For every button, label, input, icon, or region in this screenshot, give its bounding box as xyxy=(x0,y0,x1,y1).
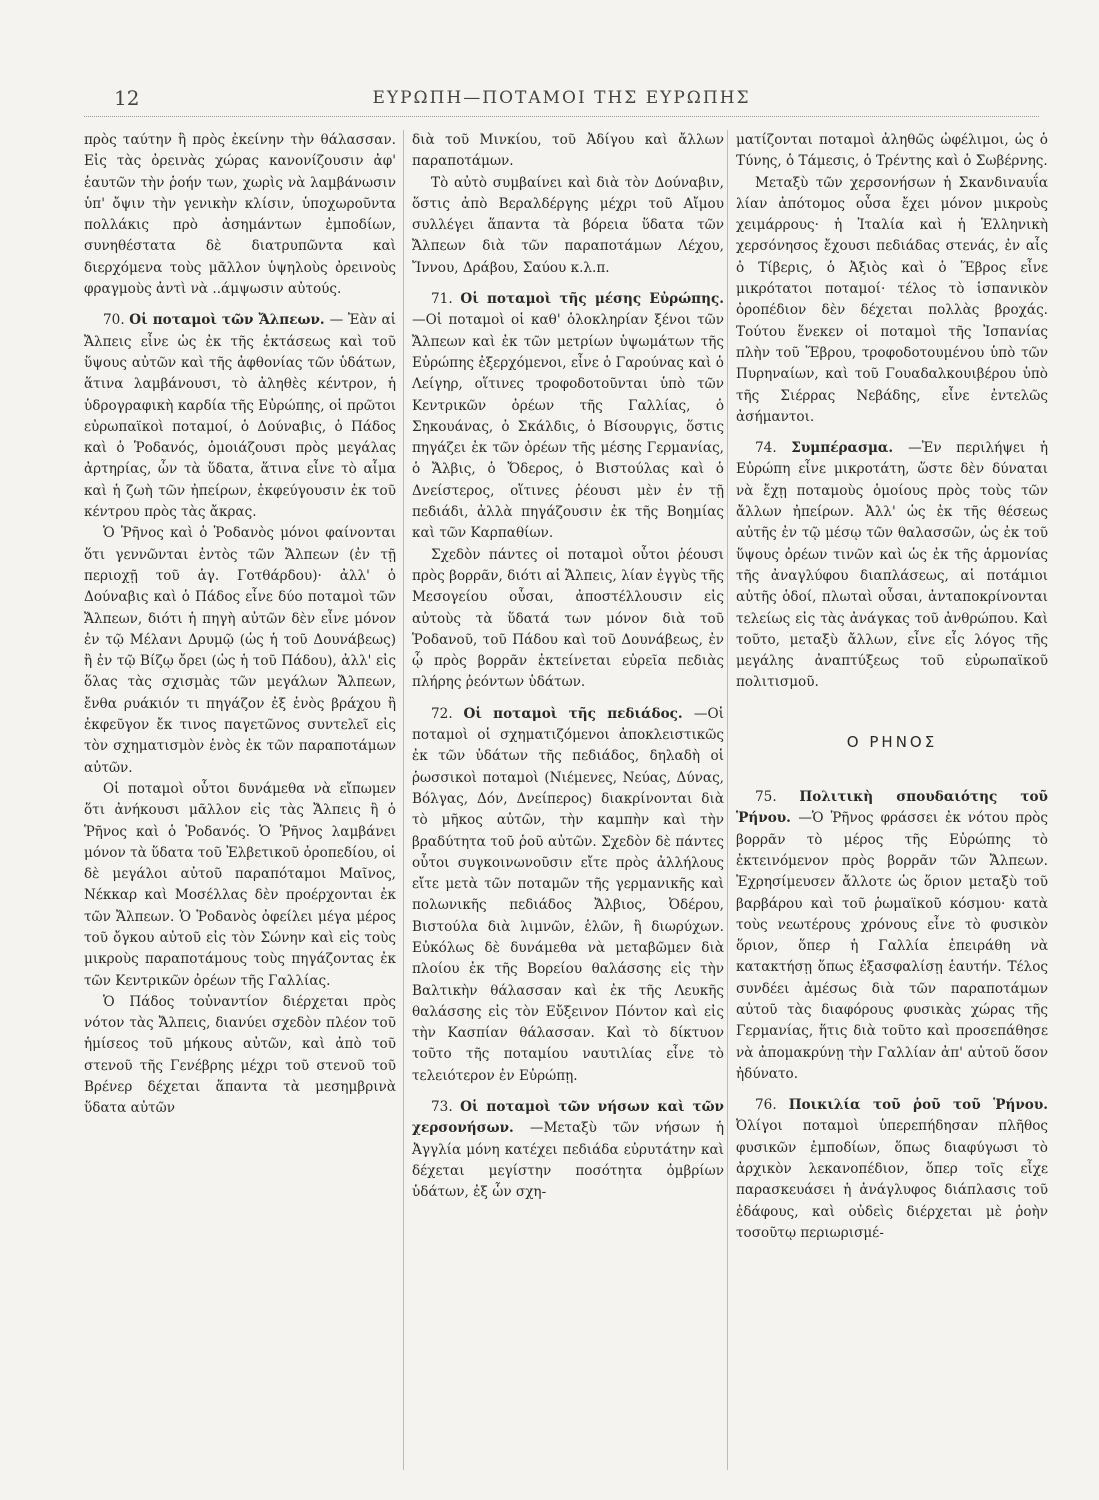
section-70 xyxy=(84,310,396,523)
paragraph: Σχεδὸν πάντες οἱ ποταμοὶ οὗτοι ῥέουσι πρὸς βορρᾶν, διότι αἱ Ἄλπεις, λίαν ἐγγὺς τῆς Μεσογείου οὖσαι, ἀποστέλλουσιν εἰς αὐτοὺς τὰ ὕδατά των μόνον διὰ τοῦ Ῥοδανοῦ, τοῦ Πάδου καὶ τοῦ Δουνάβεως, ἐν ᾧ πρὸς βορρᾶν ἐκτείνεται εὐρεῖα πεδιὰς πλήρης ῥεόντων ὑδάτων. xyxy=(412,546,724,691)
section-75 xyxy=(736,787,1048,1085)
section-number: 71. xyxy=(431,291,461,308)
section-71 xyxy=(412,289,724,545)
section-74 xyxy=(736,438,1048,694)
section-text: —Μεταξὺ τῶν νήσων ἡ Ἀγγλία μόνη κατέχει πεδιάδα εὐρυτάτην καὶ δέχεται μεγίστην ποσότητα ὀμβρίων ὑδάτων, ἐξ ὧν σχη- xyxy=(412,1120,724,1201)
section-title: Οἱ ποταμοὶ τῶν νήσων καὶ τῶν χερσονήσων. xyxy=(412,1099,724,1137)
section-text: —Ὁ Ῥῆνος φράσσει ἐκ νότου πρὸς βορρᾶν τὸ μέρος τῆς Εὐρώπης τὸ ἐκτεινόμενον πρὸς βορρᾶν τῶν Ἄλπεων. Ἐχρησίμευσεν ἄλλοτε ὡς ὅριον μεταξὺ τοῦ βαρβάρου καὶ τοῦ ῥωμαϊκοῦ κόσμου· κατὰ τοὺς νεωτέρους χρόνους εἶνε τὸ φυσικὸν ὅριον, ὅπερ ἡ Γαλλία ἐπειράθη νὰ κατακτήσῃ ὅπως ἐξασφαλίσῃ ἑαυτήν. Τέλος συνδέει ἀμέσως διὰ τῶν παραποτάμων αὐτοῦ τὰς διαφόρους φυσικὰς χώρας τῆς Γερμανίας, ἥτις διὰ τοῦτο καὶ προσεπάθησε νὰ ἀπομακρύνῃ τὴν Γαλλίαν ἀπ' αὐτοῦ ὅσον ἠδύνατο. xyxy=(736,810,1048,1082)
column-middle xyxy=(412,130,724,1470)
section-72 xyxy=(412,704,724,1087)
paragraph: πρὸς ταύτην ἢ πρὸς ἐκείνην τὴν θάλασσαν. Εἰς τὰς ὀρεινὰς χώρας κανονίζουσιν ἀφ' ἑαυτῶν τὴν ῥοήν των, χωρὶς νὰ λαμβάνωσιν ὑπ' ὄψιν τὴν γενικὴν κλίσιν, ὑποχωροῦντα πολλάκις πρὸ ἀσημάντων ἐμποδίων, συνηθέστατα δὲ διατρυπῶντα καὶ διερχόμενα τοὺς μᾶλλον ὑψηλοὺς ὀρεινοὺς φραγμοὺς ἀντὶ νὰ ..άμψωσιν αὐτούς. xyxy=(84,132,396,298)
section-number: 73. xyxy=(431,1099,461,1116)
text-columns xyxy=(84,130,1048,1470)
section-title: Ποικιλία τοῦ ῥοῦ τοῦ Ῥήνου. xyxy=(788,1097,1048,1114)
page-number: 12 xyxy=(114,86,140,110)
section-number: 70. xyxy=(103,312,130,329)
section-title: Οἱ ποταμοὶ τῶν Ἄλπεων. xyxy=(129,312,330,329)
paragraph: διὰ τοῦ Μινκίου, τοῦ Ἀδίγου καὶ ἄλλων παραποτάμων. xyxy=(412,132,724,170)
section-number: 74. xyxy=(755,440,792,457)
running-title: ΕΥΡΩΠΗ—ΠΟΤΑΜΟΙ ΤΗΣ ΕΥΡΩΠΗΣ xyxy=(372,88,751,108)
section-text: — Ἐὰν αἱ Ἄλπεις εἶνε ὡς ἐκ τῆς ἐκτάσεως καὶ τοῦ ὕψους αὐτῶν καὶ τῆς ἀφθονίας τῶν ὑδάτων, ἅτινα λαμβάνουσι, τὸ ἀληθὲς κέντρον, ἡ ὑδρογραφικὴ καρδία τῆς Εὐρώπης, οἱ πρῶτοι εὐρωπαϊκοὶ ποταμοί, ὁ Δούναβις, ὁ Πάδος καὶ ὁ Ῥοδανός, ὁμοιάζουσι πρὸς μεγάλας ἀρτηρίας, ὧν τὰ ὕδατα, ἅτινα εἶνε τὸ αἷμα καὶ ἡ ζωὴ τῶν ἠπείρων, ἐκφεύγουσιν ἐκ τοῦ κέντρου πρὸς τὰς ἄκρας. xyxy=(84,312,396,521)
section-number: 72. xyxy=(431,705,464,722)
section-title: Οἱ ποταμοὶ τῆς μέσης Εὐρώπης. xyxy=(460,291,724,308)
paragraph: Οἱ ποταμοὶ οὗτοι δυνάμεθα νὰ εἴπωμεν ὅτι ἀνήκουσι μᾶλλον εἰς τὰς Ἄλπεις ἢ ὁ Ῥῆνος καὶ ὁ Ῥοδανός. Ὁ Ῥῆνος λαμβάνει μόνον τὰ ὕδατα τοῦ Ἐλβετικοῦ ὀροπεδίου, οἱ δὲ μεγάλοι αὐτοῦ παραπόταμοι Μαῖνος, Νέκκαρ καὶ Μοσέλλας δὲν προέρχονται ἐκ τῶν Ἄλπεων. Ὁ Ῥοδανὸς ὀφείλει μέγα μέρος τοῦ ὄγκου αὐτοῦ εἰς τὸν Σώνην καὶ εἰς τοὺς μικροὺς παραποτάμους τοὺς πηγάζοντας ἐκ τῶν Κεντρικῶν ὀρέων τῆς Γαλλίας. xyxy=(84,780,396,989)
column-right xyxy=(736,130,1048,1470)
section-title: Οἱ ποταμοὶ τῆς πεδιάδος. xyxy=(463,705,694,722)
section-text: —Οἱ ποταμοὶ οἱ σχηματιζόμενοι ἀποκλειστικῶς ἐκ τῶν ὑδάτων τῆς πεδιάδος, δηλαδὴ οἱ ῥωσσικοὶ ποταμοὶ (Νιέμενες, Νεύας, Δύνας, Βόλγας, Δόν, Δνείπερος) διακρίνονται διὰ τὸ μῆκος αὐτῶν, τὴν καμπὴν καὶ τὴν βραδύτητα τοῦ ῥοῦ αὐτῶν. Σχεδὸν δὲ πάντες οὗτοι συγκοινωνοῦσιν εἴτε πρὸς ἀλλήλους εἴτε μετὰ τῶν ποταμῶν τῆς γερμανικῆς καὶ πολωνικῆς πεδιάδος Ἄλβιος, Ὀδέρου, Βιστούλα διὰ λιμνῶν, ἑλῶν, ἢ διωρύχων. Εὐκόλως δὲ δυνάμεθα νὰ μεταβῶμεν διὰ πλοίου ἐκ τῆς Βορείου θαλάσσης εἰς τὴν Βαλτικὴν θάλασσαν καὶ ἐκ τῆς Λευκῆς θαλάσσης εἰς τὸν Εὔξεινον Πόντον καὶ εἰς τὴν Κασπίαν θάλασσαν. Καὶ τὸ δίκτυον τοῦτο τῆς ποταμίου ναυτιλίας εἶνε τὸ τελειότερον ἐν Εὐρώπῃ. xyxy=(412,705,724,1084)
section-73 xyxy=(412,1097,724,1203)
section-76 xyxy=(736,1095,1048,1244)
section-text: Ὀλίγοι ποταμοὶ ὑπερεπήδησαν πλῆθος φυσικῶν ἐμποδίων, ὅπως διαφύγωσι τὸ ἀρχικὸν λεκανοπέδιον, ὅπερ τοῖς εἶχε παρασκευάσει ἡ ἀνάγλυφος διάπλασις τοῦ ἐδάφους, καὶ οὐδεὶς διέρχεται μὲ ῥοὴν τοσοῦτῳ περιωρισμέ- xyxy=(736,1118,1048,1241)
section-text: —Ἐν περιλήψει ἡ Εὐρώπη εἶνε μικροτάτη, ὥστε δὲν δύναται νὰ ἔχῃ ποταμοὺς ὁμοίους πρὸς τοὺς τῶν ἄλλων ἠπείρων. Ἀλλ' ὡς ἐκ τῆς θέσεως αὐτῆς ἐν τῷ μέσῳ τῶν θαλασσῶν, ὡς ἐκ τοῦ ὕψους ὀρέων τινῶν καὶ ὡς ἐκ τῆς ἁρμονίας τῆς ἀναγλύφου διαπλάσεως, αἱ ποτάμιοι αὐτῆς ὁδοί, πλωταὶ οὖσαι, ἀνταποκρίνονται τελείως εἰς τὰς ἀνάγκας τοῦ ἀνθρώπου. Καὶ τοῦτο, μεταξὺ ἄλλων, εἶνε εἷς λόγος τῆς μεγάλης ἀναπτύξεως τοῦ εὐρωπαϊκοῦ πολιτισμοῦ. xyxy=(736,440,1048,691)
chapter-heading: Ο ΡΗΝΟΣ xyxy=(846,732,938,751)
page-header xyxy=(84,86,1039,116)
section-title: Συμπέρασμα. xyxy=(791,440,909,457)
paragraph: Ὁ Πάδος τοὐναντίον διέρχεται πρὸς νότον τὰς Ἄλπεις, διανύει σχεδὸν πλέον τοῦ ἡμίσεος τοῦ μήκους αὐτῶν, καὶ ἀπὸ τοῦ στενοῦ τῆς Γενέβρης μέχρι τοῦ στενοῦ τοῦ Βρένερ δέχεται ἅπαντα τὰ μεσημβρινὰ ὕδατα αὐτῶν xyxy=(84,993,396,1117)
paragraph: ματίζονται ποταμοὶ ἀληθῶς ὠφέλιμοι, ὡς ὁ Τύνης, ὁ Τάμεσις, ὁ Τρέντης καὶ ὁ Σωβέρνης. xyxy=(736,132,1048,170)
section-number: 76. xyxy=(755,1097,789,1114)
paragraph: Τὸ αὐτὸ συμβαίνει καὶ διὰ τὸν Δούναβιν, ὅστις ἀπὸ Βεραλδέργης μέχρι τοῦ Αἴμου συλλέγει ἅπαντα τὰ βόρεια ὕδατα τῶν Ἄλπεων διὰ τῶν παραποτάμων Λέχου, Ἴννου, Δράβου, Σαύου κ.λ.π. xyxy=(412,174,724,276)
paragraph: Μεταξὺ τῶν χερσονήσων ἡ Σκανδιναυΐα λίαν ἀπότομος οὖσα ἔχει μόνον μικροὺς χειμάρρους· ἡ Ἰταλία καὶ ἡ Ἑλληνικὴ χερσόνησος ἔχουσι πεδιάδας στενάς, ἐν αἷς ὁ Τίβερις, ὁ Ἀξιὸς καὶ ὁ Ἕβρος εἶνε μικρότατοι ποταμοί· τέλος τὸ ἱσπανικὸν ὀροπέδιον δὲν δέχεται πολλὰς βροχάς. Τούτου ἕνεκεν οἱ ποταμοὶ τῆς Ἰσπανίας πλὴν τοῦ Ἕβρου, τροφοδοτουμένου ὑπὸ τῶν Πυρηναίων, καὶ τοῦ Γουαδαλκουιβέρου ὑπὸ τῆς Σιέρρας Νεβάδης, εἶνε ἐντελῶς ἀσήμαντοι. xyxy=(736,174,1048,425)
column-left xyxy=(84,130,396,1470)
header-rule xyxy=(84,116,1039,117)
section-text: —Οἱ ποταμοὶ οἱ καθ' ὁλοκληρίαν ξένοι τῶν Ἄλπεων καὶ ἐκ τῶν μετρίων ὑψωμάτων τῆς Εὐρώπης ἐξερχόμενοι, εἶνε ὁ Γαρούνας καὶ ὁ Λείγηρ, οἵτινες τροφοδοτοῦνται ὑπὸ τῶν Κεντρικῶν ὀρέων τῆς Γαλλίας, ὁ Σηκουάνας, ὁ Σκάλδις, ὁ Βίσουργις, ὅστις πηγάζει ἐκ τῶν ὀρέων τῆς μέσης Γερμανίας, ὁ Ἄλβις, ὁ Ὄδερος, ὁ Βιστούλας καὶ ὁ Δνείστερος, οἵτινες ῥέουσι μὲν ἐν τῇ πεδιάδι, ἀλλὰ πηγάζουσιν ἐκ τῆς Βοημίας καὶ τῶν Καρπαθίων. xyxy=(412,312,724,542)
section-title: Πολιτικὴ σπουδαιότης τοῦ Ῥήνου. xyxy=(736,789,1048,827)
section-number: 75. xyxy=(755,789,800,806)
paragraph: Ὁ Ῥῆνος καὶ ὁ Ῥοδανὸς μόνοι φαίνονται ὅτι γεννῶνται ἐντὸς τῶν Ἄλπεων (ἐν τῇ περιοχῇ τοῦ ἁγ. Γοτθάρδου)· ἀλλ' ὁ Δούναβις καὶ ὁ Πάδος εἶνε δύο ποταμοὶ τῶν Ἄλπεων, διότι ἡ πηγὴ αὐτῶν δὲν εἶνε μόνον ἐν τῷ Μέλανι Δρυμῷ (ὡς ἡ τοῦ Δουνάβεως) ἢ ἐν τῷ Βίζῳ ὄρει (ὡς ἡ τοῦ Πάδου), ἀλλ' εἰς ὅλας τὰς σχισμὰς τῶν μεγάλων Ἄλπεων, ἔνθα ρυάκιόν τι πηγάζον ἐξ ἑνὸς βράχου ἢ ἐκφεῦγον ἔκ τινος παγετῶνος συντελεῖ εἰς τὸν σχηματισμὸν ἑνὸς ἐκ τῶν παραποτάμων αὐτῶν. xyxy=(84,525,396,776)
